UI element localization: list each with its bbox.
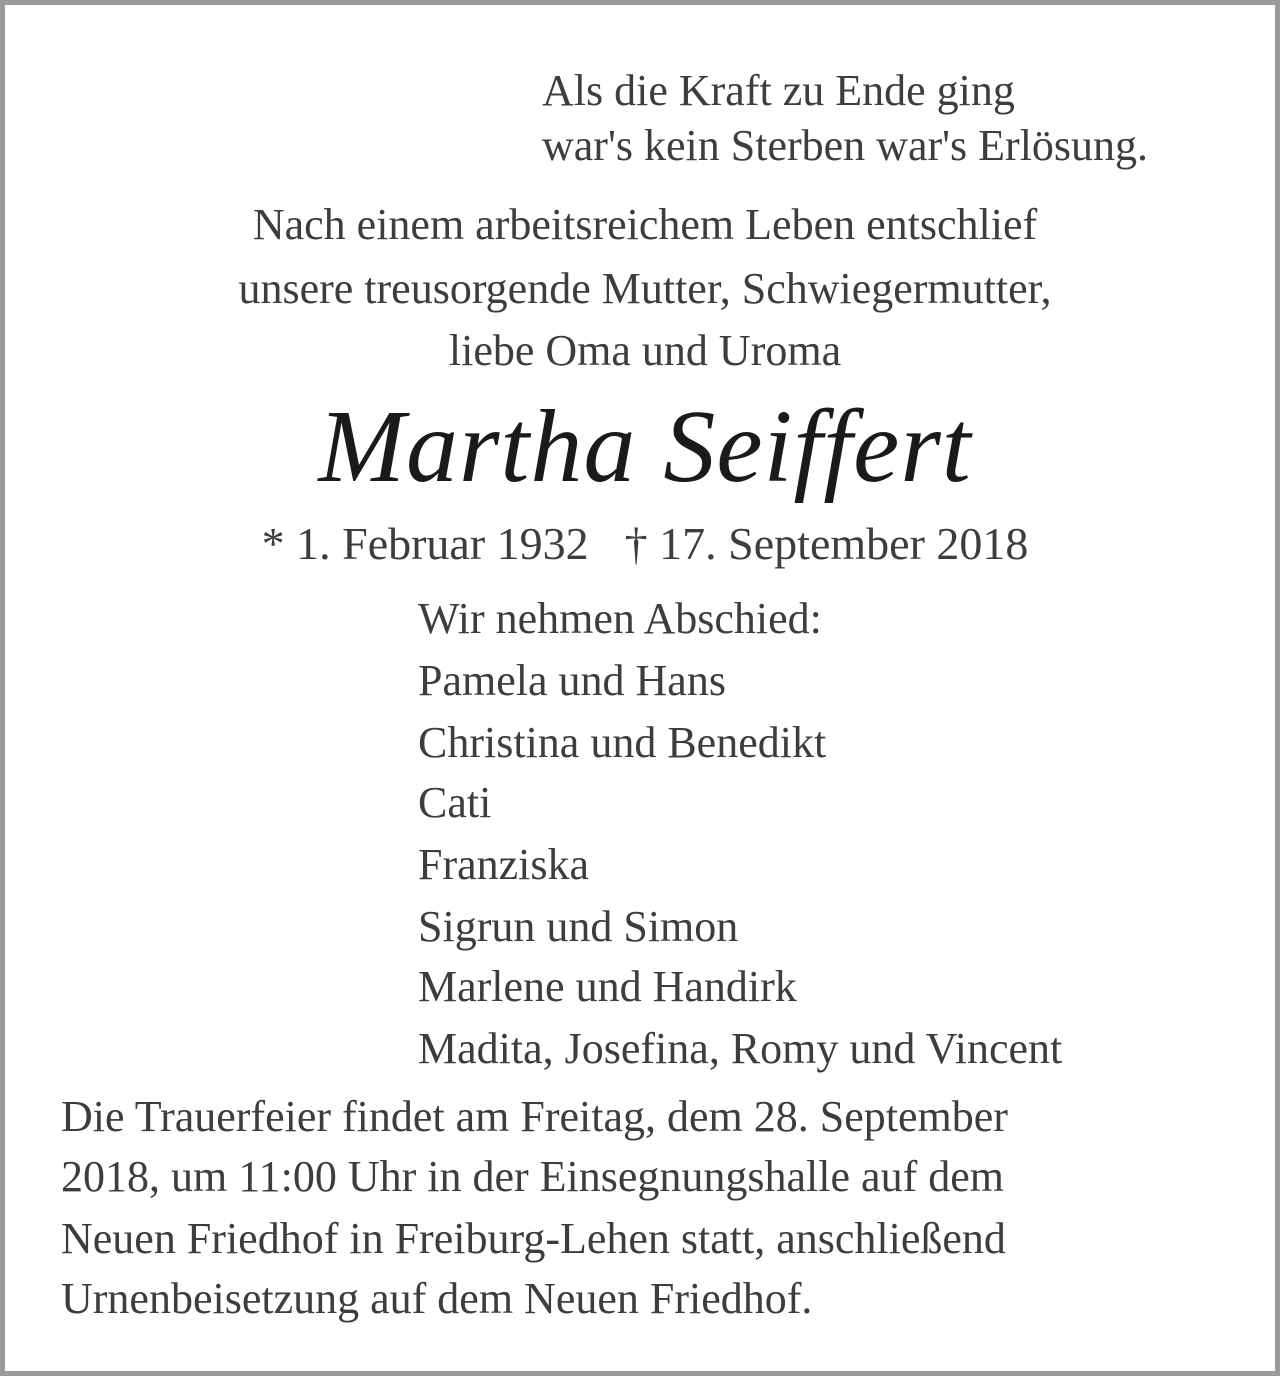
intro-line: unsere treusorgende Mutter, Schwiegermutter, — [238, 264, 1052, 313]
service-line: 2018, um 11:00 Uhr in der Einsegnungshalle auf dem — [61, 1152, 1004, 1201]
deceased-name: Martha Seiffert — [318, 389, 972, 504]
motto-line: Als die Kraft zu Ende ging — [542, 66, 1015, 115]
mourner-name: Sigrun und Simon — [418, 902, 739, 951]
intro-line: liebe Oma und Uroma — [448, 326, 842, 375]
mourner-name: Christina und Benedikt — [418, 718, 827, 767]
mourner-name: Marlene und Handirk — [418, 962, 797, 1011]
death-date: † 17. September 2018 — [624, 518, 1029, 569]
service-line: Neuen Friedhof in Freiburg-Lehen statt, anschließend — [61, 1214, 1006, 1263]
mourner-name: Franziska — [418, 840, 590, 889]
birth-date: * 1. Februar 1932 — [261, 518, 589, 569]
mourners-heading: Wir nehmen Abschied: — [418, 594, 822, 643]
motto-line: war's kein Sterben war's Erlösung. — [542, 121, 1149, 170]
intro-line: Nach einem arbeitsreichem Leben entschlief — [252, 200, 1038, 249]
life-dates — [5, 518, 1280, 569]
mourner-name: Madita, Josefina, Romy und Vincent — [418, 1024, 1063, 1073]
service-line: Die Trauerfeier findet am Freitag, dem 28. September — [61, 1092, 1008, 1141]
mourner-name: Cati — [418, 778, 492, 827]
mourner-name: Pamela und Hans — [418, 656, 726, 705]
service-line: Urnenbeisetzung auf dem Neuen Friedhof. — [61, 1274, 813, 1323]
